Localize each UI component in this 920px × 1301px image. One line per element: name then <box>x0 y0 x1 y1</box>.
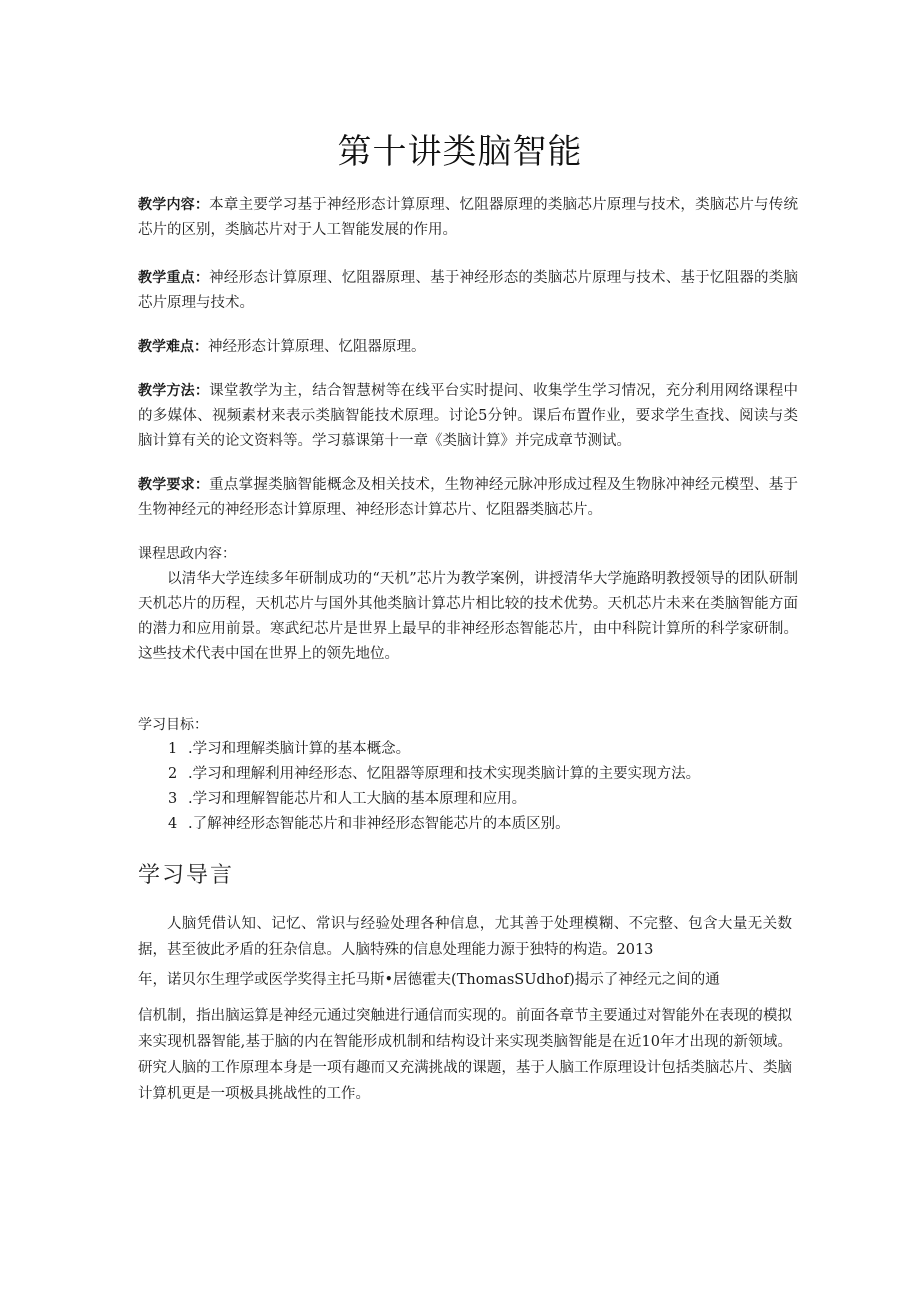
key-points-label: 教学重点 <box>138 270 195 286</box>
goal-item <box>168 737 808 761</box>
goals-label: 学习目标 <box>138 717 194 733</box>
section-heading: 学习导言 <box>138 863 235 888</box>
difficulties-label: 教学难点 <box>138 339 194 355</box>
goal-text: .学习和理解类脑计算的基本概念。 <box>188 741 411 757</box>
requirements-text: 重点掌握类脑智能概念及相关技术，生物神经元脉冲形成过程及生物脉冲神经元模型、基于生物神经元的神经形态计算原理、神经形态计算芯片、忆阻器类脑芯片。 <box>138 477 799 518</box>
requirements-section: 教学要求：重点掌握类脑智能概念及相关技术，生物神经元脉冲形成过程及生物脉冲神经元模型、基于生物神经元的神经形态计算原理、神经形态计算芯片、忆阻器类脑芯片。 <box>138 477 799 518</box>
teaching-content-text: 本章主要学习基于神经形态计算原理、忆阻器原理的类脑芯片原理与技术，类脑芯片与传统芯片的区别，类脑芯片对于人工智能发展的作用。 <box>138 197 799 238</box>
goal-number: 4 <box>168 816 178 832</box>
methods-text: 课堂教学为主，结合智慧树等在线平台实时提问、收集学生学习情况，充分利用网络课程中的多媒体、视频素材来表示类脑智能技术原理。讨论5分钟。课后布置作业，要求学生查找、阅读与类脑计算有关的论文资料等。学习慕课第十一章《类脑计算》并完成章节测试。 <box>138 383 799 449</box>
goal-item <box>168 787 808 811</box>
goal-number: 2 <box>168 766 178 782</box>
ideology-label: 课程思政内容 <box>138 546 222 562</box>
intro-paragraph-1: 人脑凭借认知、记忆、常识与经验处理各种信息，尤其善于处理模糊、不完整、包含大量无关数据，甚至彼此矛盾的狂杂信息。人脑特殊的信息处理能力源于独特的构造。2013 <box>138 916 792 958</box>
difficulties-text: 神经形态计算原理、忆阻器原理。 <box>208 339 426 355</box>
ideology-section: 课程思政内容： 以清华大学连续多年研制成功的“天机”芯片为教学案例，讲授清华大学施路明教授领导的团队研制天机芯片的历程，天机芯片与国外其他类脑计算芯片相比较的技术优势。天机芯片未来在类脑智能方面的潜力和应用前景。寒武纪芯片是世界上最早的非神经形态智能芯片，由中科院计算所的科学家研制。这些技术代表中国在世界上的领先地位。 <box>138 542 798 667</box>
ideology-text: 以清华大学连续多年研制成功的“天机”芯片为教学案例，讲授清华大学施路明教授领导的团队研制天机芯片的历程，天机芯片与国外其他类脑计算芯片相比较的技术优势。天机芯片未来在类脑智能方面的潜力和应用前景。寒武纪芯片是世界上最早的非神经形态智能芯片，由中科院计算所的科学家研制。这些技术代表中国在世界上的领先地位。 <box>138 571 798 662</box>
difficulties-section: 教学难点：神经形态计算原理、忆阻器原理。 <box>138 339 426 355</box>
intro-paragraph-2: 年，诺贝尔生理学或医学奖得主托马斯•居德霍夫(ThomasSUdhof)揭示了神经元之间的通 <box>138 972 720 988</box>
goal-item <box>168 762 808 786</box>
teaching-content-label: 教学内容 <box>138 197 195 213</box>
goal-text: .学习和理解利用神经形态、忆阻器等原理和技术实现类脑计算的主要实现方法。 <box>188 766 701 782</box>
key-points-section: 教学重点：神经形态计算原理、忆阻器原理、基于神经形态的类脑芯片原理与技术、基于忆阻器的类脑芯片原理与技术。 <box>138 270 799 311</box>
methods-section: 教学方法：课堂教学为主，结合智慧树等在线平台实时提问、收集学生学习情况，充分利用网络课程中的多媒体、视频素材来表示类脑智能技术原理。讨论5分钟。课后布置作业，要求学生查找、阅读与类脑计算有关的论文资料等。学习慕课第十一章《类脑计算》并完成章节测试。 <box>138 383 799 449</box>
key-points-text: 神经形态计算原理、忆阻器原理、基于神经形态的类脑芯片原理与技术、基于忆阻器的类脑芯片原理与技术。 <box>138 270 799 311</box>
goal-text: .了解神经形态智能芯片和非神经形态智能芯片的本质区别。 <box>188 816 570 832</box>
requirements-label: 教学要求 <box>138 477 195 493</box>
intro-paragraph-3: 信机制，指出脑运算是神经元通过突触进行通信而实现的。前面各章节主要通过对智能外在表现的模拟来实现机器智能,基于脑的内在智能形成机制和结构设计来实现类脑智能是在近10年才出现的新领域。研究人脑的工作原理本身是一项有趣而又充满挑战的课题，基于人脑工作原理设计包括类脑芯片、类脑计算机更是一项极具挑战性的工作。 <box>138 1008 792 1102</box>
teaching-content-section: 教学内容：本章主要学习基于神经形态计算原理、忆阻器原理的类脑芯片原理与技术，类脑芯片与传统芯片的区别，类脑芯片对于人工智能发展的作用。 <box>138 197 799 238</box>
page-title: 第十讲类脑智能 <box>337 132 583 172</box>
goal-text: .学习和理解智能芯片和人工大脑的基本原理和应用。 <box>188 791 527 807</box>
goal-item <box>168 812 808 836</box>
goals-label-row: 学习目标： <box>138 717 208 733</box>
goal-number: 1 <box>168 741 178 757</box>
goal-number: 3 <box>168 791 178 807</box>
methods-label: 教学方法 <box>138 383 195 399</box>
